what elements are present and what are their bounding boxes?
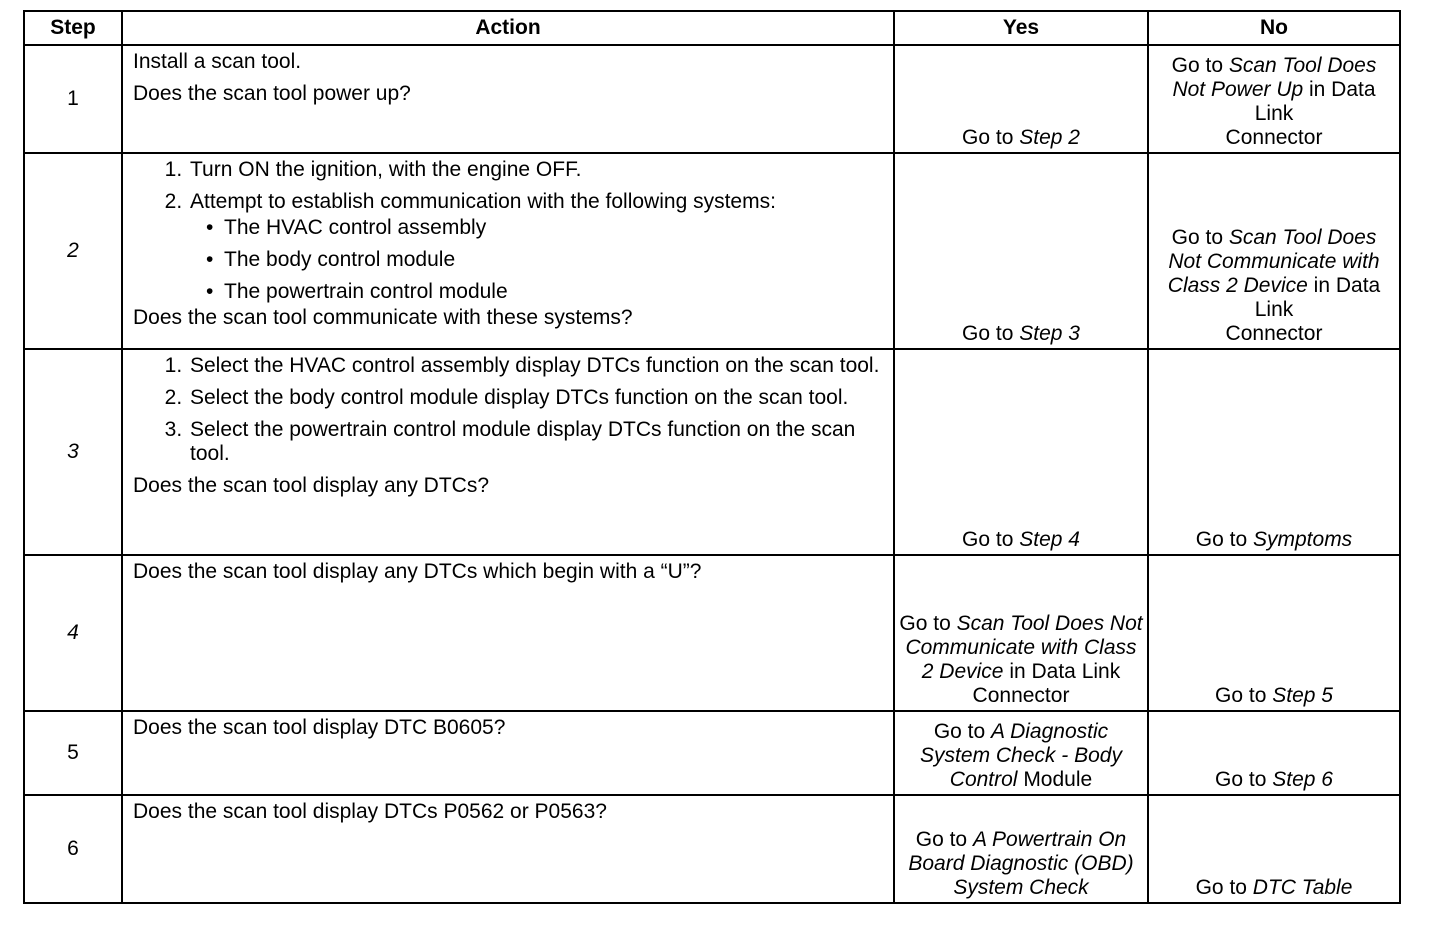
action-list-item: 1. Turn ON the ignition, with the engine OFF. [188,158,885,182]
action-question: Does the scan tool power up? [133,82,411,105]
no-cell [1148,45,1400,153]
step-number: 2 [24,153,122,349]
yes-prefix: Go to [915,828,973,851]
action-list-item: 2. Select the body control module display DTCs function on the scan tool. [188,386,885,410]
no-prefix: Go to [1195,528,1253,551]
no-link[interactable]: Step 6 [1272,768,1333,791]
step-number: 5 [24,711,122,795]
yes-link[interactable]: Scan Tool Does Not Communicate with Class 2 Device [905,612,1143,683]
action-question: Does the scan tool display any DTCs? [133,474,490,497]
no-prefix: Go to [1215,684,1273,707]
bullet-item: • The body control module [222,248,885,272]
no-link[interactable]: Symptoms [1253,528,1353,551]
yes-prefix: Go to [962,126,1020,149]
step-number: 4 [24,555,122,711]
no-prefix: Go to [1195,876,1253,899]
action-cell [122,349,894,555]
header-action: Action [122,11,894,45]
header-yes: Yes [894,11,1148,45]
action-list-item: 3. Select the powertrain control module display DTCs function on the scan tool. [188,418,885,466]
action-question: Does the scan tool communicate with these systems? [133,306,633,329]
step-number: 3 [24,349,122,555]
no-suffix-2: Connector [1225,322,1323,345]
yes-cell [894,555,1148,711]
bullet-item: • The HVAC control assembly [222,216,885,240]
action-list-item-text: Attempt to establish communication with the following systems: [190,190,776,213]
action-cell [122,711,894,795]
yes-suffix-2: Connector [972,684,1070,707]
yes-link[interactable]: Step 2 [1019,126,1080,149]
yes-cell [894,45,1148,153]
no-suffix: in Data Link [1254,78,1376,125]
no-cell [1148,711,1400,795]
action-list [133,158,885,304]
yes-cell [894,349,1148,555]
no-prefix: Go to [1215,768,1273,791]
action-cell [122,795,894,903]
yes-prefix: Go to [933,720,992,743]
action-question: Does the scan tool display DTCs P0562 or P0563? [133,800,607,823]
header-row [24,11,1400,45]
action-instruction: Install a scan tool. [133,50,302,73]
no-link[interactable]: DTC Table [1252,876,1353,899]
no-cell [1148,349,1400,555]
yes-link[interactable]: Step 3 [1019,322,1080,345]
action-list-item: 1. Select the HVAC control assembly display DTCs function on the scan tool. [188,354,885,378]
header-no: No [1148,11,1400,45]
step-number: 6 [24,795,122,903]
no-link[interactable]: Scan Tool Does Not Communicate with Class 2 Device [1167,226,1380,297]
step-number: 1 [24,45,122,153]
table-row [24,555,1400,711]
no-suffix-2: Connector [1225,126,1323,149]
yes-link[interactable]: A Powertrain On Board Diagnostic (OBD) System Check [908,828,1134,899]
action-question: Does the scan tool display DTC B0605? [133,716,506,739]
no-link[interactable]: Step 5 [1272,684,1333,707]
diagnostic-table [23,10,1401,904]
yes-link[interactable]: Step 4 [1019,528,1080,551]
no-prefix: Go to [1171,226,1229,249]
yes-link[interactable]: A Diagnostic System Check - Body Control [920,720,1122,791]
yes-prefix: Go to [962,528,1020,551]
no-cell [1148,795,1400,903]
no-prefix: Go to [1171,54,1229,77]
no-suffix: in Data Link [1254,274,1381,321]
action-list-item [188,190,885,304]
action-cell [122,45,894,153]
table-row [24,711,1400,795]
yes-prefix: Go to [962,322,1020,345]
table-row [24,349,1400,555]
no-cell [1148,153,1400,349]
no-link[interactable]: Scan Tool Does Not Power Up [1172,54,1377,101]
action-cell [122,153,894,349]
no-cell [1148,555,1400,711]
table-row [24,153,1400,349]
yes-suffix: in Data Link [1003,660,1121,683]
action-question: Does the scan tool display any DTCs which begin with a “U”? [133,560,702,583]
action-list [133,354,885,466]
table-row [24,45,1400,153]
bullet-item: • The powertrain control module [222,280,885,304]
yes-cell [894,153,1148,349]
header-step: Step [24,11,122,45]
yes-cell [894,711,1148,795]
yes-cell [894,795,1148,903]
bullet-list [190,216,885,304]
action-cell [122,555,894,711]
table-row [24,795,1400,903]
yes-prefix: Go to [899,612,957,635]
yes-suffix: Module [1017,768,1093,791]
